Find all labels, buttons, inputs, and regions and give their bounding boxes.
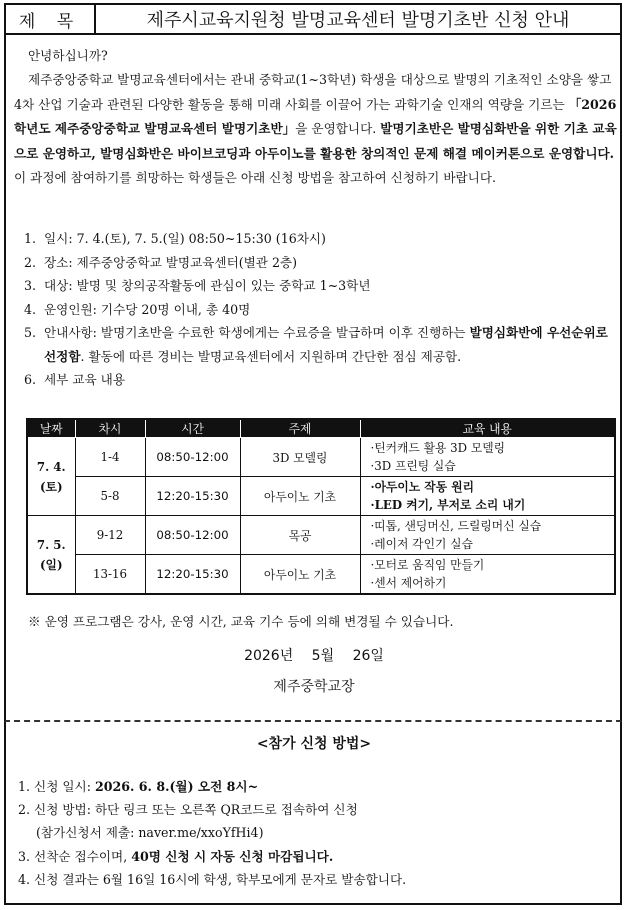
session-cell: 5-8	[75, 477, 145, 516]
list-text: 운영인원: 기수당 20명 이내, 총 40명	[44, 301, 251, 317]
content-line: ·띠톱, 샌딩머신, 드릴링머신 실습	[370, 519, 542, 533]
list-item	[24, 251, 616, 275]
list-item	[24, 321, 616, 368]
list-number: 2.	[18, 802, 31, 818]
content-line: ·아두이노 작동 원리	[370, 480, 474, 494]
topic-cell: 3D 모델링	[240, 438, 360, 477]
deadline-note: 40명 신청 시 자동 신청 마감됩니다.	[131, 848, 334, 864]
content-line: ·3D 프린팅 실습	[370, 459, 456, 473]
priority-note: 발명심화반에 우선순위로 선정함	[44, 325, 608, 364]
table-row	[27, 555, 615, 595]
intro-part: 제주중앙중학교 발명교육센터에서는 관내 중학교(1~3학년) 학생을 대상으로 발명의 기초적인 소양을 쌓고 4차 산업 기술과 관련된 다양한 활동을 통해 미래 사회를 이끌어 가는 과학기술 인재의 역량을 기르는	[14, 72, 612, 112]
notice-text: 발명기초반을 수료한 학생에게는	[100, 325, 284, 340]
list-item	[18, 798, 618, 821]
greeting: 안녕하십니까?	[28, 48, 108, 63]
content-line: ·모터로 움직임 만들기	[370, 558, 485, 572]
intro-part: 을 운영합니다.	[295, 121, 381, 137]
date-text: 7. 5.	[36, 537, 66, 552]
content-line: ·LED 켜기, 부저로 소리 내기	[370, 498, 526, 512]
list-item	[18, 868, 618, 891]
list-item	[24, 274, 616, 298]
table-row	[27, 516, 615, 555]
list-item	[18, 845, 618, 868]
list-item	[24, 368, 616, 392]
weekday-text: (토)	[39, 479, 63, 494]
list-number: 5.	[24, 325, 37, 340]
detail-list	[24, 227, 616, 392]
issue-date: 2026년 5월 26일	[244, 648, 384, 664]
list-number: 2.	[24, 254, 37, 270]
weekday-text: (일)	[39, 557, 63, 572]
content-cell	[360, 477, 615, 516]
list-number: 1.	[18, 779, 31, 794]
content-line: ·틴커캐드 활용 3D 모델링	[370, 441, 506, 455]
list-text: 대상: 발명 및 창의공작활동에 관심이 있는 중학교 1~3학년	[44, 278, 371, 293]
apply-date: 2026. 6. 8.(월) 오전 8시~	[94, 779, 259, 794]
program-name: 「2026학년도 제주중앙중학교 발명교육센터 발명기초반」	[14, 96, 617, 137]
principal-signature: 제주중학교장	[273, 679, 355, 695]
column-header: 교육 내용	[360, 419, 615, 438]
time-cell: 12:20-15:30	[145, 477, 240, 516]
list-text: 안내사항: 발명기초반을 수료한 학생에게는 수료증을 발급하며 이후 진행하는 발명심화반에 우선순위로 선정함. 활동에 따른 경비는 발명교육센터에서 지원하며 간단한 점심 제공함.	[44, 325, 608, 364]
column-header: 차시	[75, 419, 145, 438]
list-text: 장소: 제주중앙중학교 발명교육센터(별관 2층)	[44, 254, 298, 270]
session-cell: 1-4	[75, 438, 145, 477]
table-header-row	[27, 419, 615, 438]
list-number: 4.	[24, 301, 37, 317]
list-number: 3.	[18, 848, 31, 864]
time-cell: 08:50-12:00	[145, 438, 240, 477]
intro-paragraph	[14, 68, 618, 190]
column-header: 시간	[145, 419, 240, 438]
date-text: 7. 4.	[36, 459, 66, 474]
list-number: 1.	[24, 231, 37, 246]
list-number: 6.	[24, 372, 37, 387]
list-text: 신청 일시:	[34, 779, 95, 794]
content-line: ·센서 제어하기	[370, 576, 447, 590]
apply-section-title: <참가 신청 방법>	[256, 736, 372, 752]
apply-list	[18, 775, 618, 891]
topic-cell: 아두이노 기초	[240, 555, 360, 595]
title-label: 제 목	[6, 5, 96, 33]
list-number: 4.	[18, 871, 31, 887]
column-header: 날짜	[27, 419, 75, 438]
list-item	[24, 298, 616, 322]
session-cell: 13-16	[75, 555, 145, 595]
column-header: 주제	[240, 419, 360, 438]
list-text: 신청 결과는 6월 16일 16시에 학생, 학부모에게 문자로 발송합니다.	[34, 871, 407, 887]
date-cell	[27, 516, 75, 595]
change-notice: ※ 운영 프로그램은 강사, 운영 시간, 교육 기수 등에 의해 변경될 수 있습니다.	[28, 614, 454, 629]
list-text: 신청 방법: 하단 링크 또는 오른쪽 QR코드로 접속하여 신청	[34, 802, 358, 818]
table-row	[27, 438, 615, 477]
list-text: 선착순 접수이며,	[34, 848, 132, 864]
intro-text	[14, 44, 618, 190]
notice-text: . 활동에 따른 경비는 발명교육센터에서 지원하며 간단한 점심 제공함.	[80, 348, 462, 364]
list-number: 3.	[24, 278, 37, 293]
program-description: 발명기초반은 발명심화반을 위한 기초 교육으로 운영하고, 발명심화반은 바이브코딩과 아두이노를 활용한 창의적인 문제 해결 메이커톤으로 운영합니다.	[14, 121, 617, 161]
apply-link-note	[18, 821, 618, 844]
list-item	[18, 775, 618, 798]
page-title: 제주시교육지원청 발명교육센터 발명기초반 신청 안내	[146, 10, 570, 31]
list-text: 세부 교육 내용	[44, 372, 125, 387]
time-cell: 12:20-15:30	[145, 555, 240, 595]
content-line: ·레이저 각인기 실습	[370, 537, 473, 551]
time-cell: 08:50-12:00	[145, 516, 240, 555]
topic-cell: 목공	[240, 516, 360, 555]
content-cell	[360, 555, 615, 595]
list-item	[24, 227, 616, 251]
title-bar	[4, 3, 622, 35]
intro-part: 이 과정에 참여하기를 희망하는 학생들은 아래 신청 방법을 참고하여 신청하기 바랍니다.	[14, 170, 496, 186]
topic-cell: 아두이노 기초	[240, 477, 360, 516]
date-cell	[27, 438, 75, 516]
content-cell	[360, 516, 615, 555]
schedule-table	[26, 418, 616, 595]
table-row	[27, 477, 615, 516]
session-cell: 9-12	[75, 516, 145, 555]
content-cell	[360, 438, 615, 477]
apply-link[interactable]: (참가신청서 제출: naver.me/xxoYfHi4)	[36, 825, 264, 841]
list-text: 일시: 7. 4.(토), 7. 5.(일) 08:50~15:30 (16차시)	[44, 231, 326, 246]
